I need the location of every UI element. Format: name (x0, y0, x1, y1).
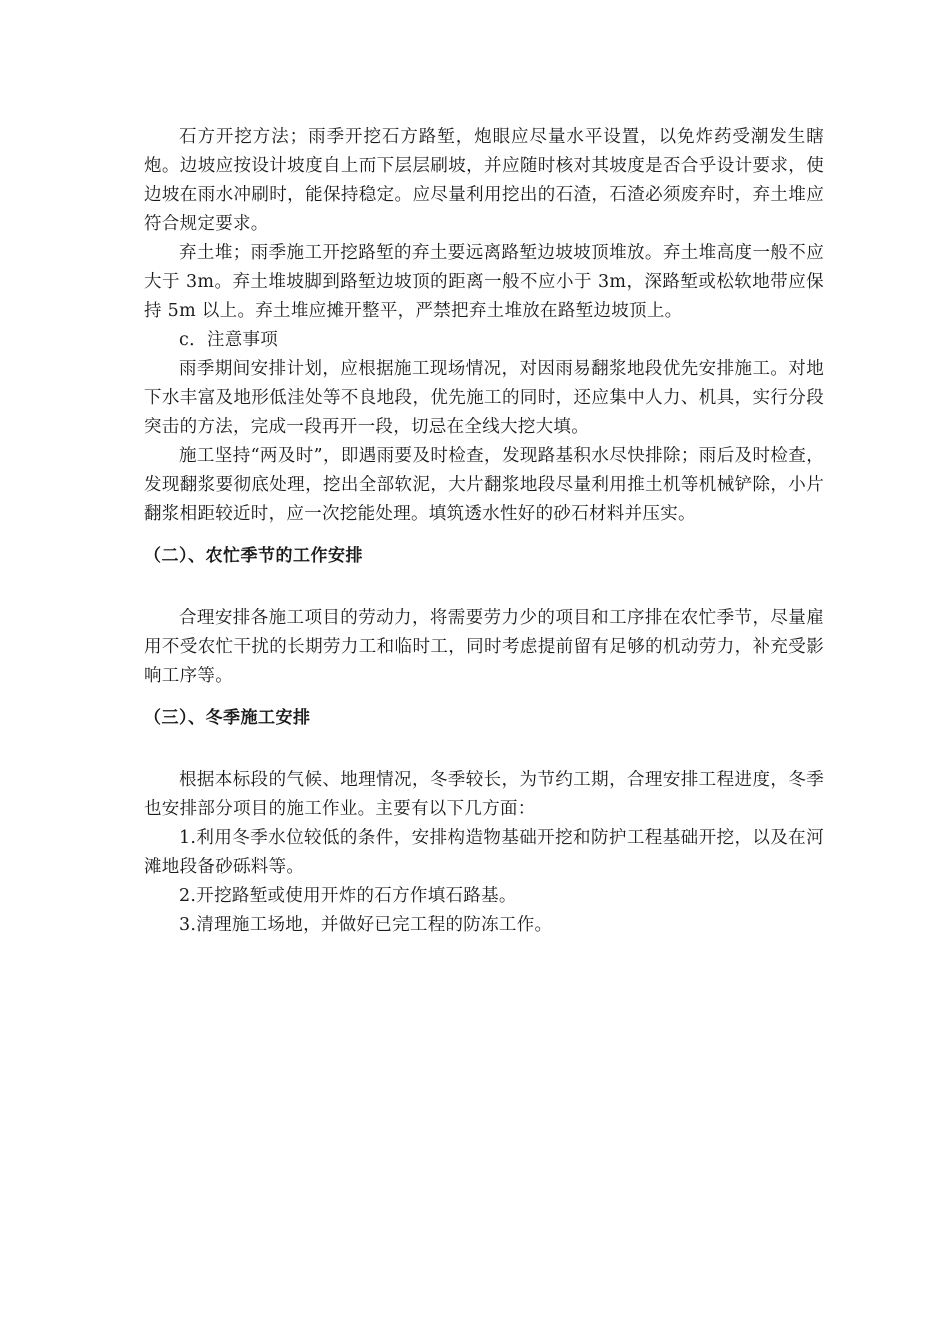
paragraph-two-timely: 施工坚持“两及时”，即遇雨要及时检查，发现路基积水尽快排除；雨后及时检查，发现翻浆要彻底处理，挖出全部软泥，大片翻浆地段尽量利用推土机等机械铲除，小片翻浆相距较近时，应一次挖能处理。填筑透水性好的砂石材料并压实。 (144, 446, 824, 524)
document-body (144, 123, 824, 940)
list-item-winter-1: 1.利用冬季水位较低的条件，安排构造物基础开挖和防护工程基础开挖，以及在河滩地段备砂砾料等。 (144, 828, 824, 877)
spacer (144, 571, 824, 604)
section-heading-winter: （三）、冬季施工安排 (144, 708, 311, 728)
spacer (144, 733, 824, 766)
list-item-winter-3: 3.清理施工场地，并做好已完工程的防冻工作。 (179, 915, 553, 935)
section-heading-farming-season: （二）、农忙季节的工作安排 (144, 546, 363, 566)
paragraph-notes-label: c．注意事项 (179, 330, 279, 350)
spacer (144, 529, 824, 542)
spacer (144, 691, 824, 704)
paragraph-stone-excavation: 石方开挖方法；雨季开挖石方路堑，炮眼应尽量水平设置，以免炸药受潮发生瞎炮。边坡应按设计坡度自上而下层层刷坡，并应随时核对其坡度是否合乎设计要求，使边坡在雨水冲刷时，能保持稳定。应尽量利用挖出的石渣，石渣必须废弃时，弃土堆应符合规定要求。 (144, 127, 824, 234)
paragraph-rainy-plan: 雨季期间安排计划，应根据施工现场情况，对因雨易翻浆地段优先安排施工。对地下水丰富及地形低洼处等不良地段，优先施工的同时，还应集中人力、机具，实行分段突击的方法，完成一段再开一段，切忌在全线大挖大填。 (144, 359, 824, 437)
list-item-winter-2: 2.开挖路堑或使用开炸的石方作填石路基。 (179, 886, 517, 906)
paragraph-spoil-heap: 弃土堆；雨季施工开挖路堑的弃土要远离路堑边坡坡顶堆放。弃土堆高度一般不应大于 3m。弃土堆坡脚到路堑边坡顶的距离一般不应小于 3m，深路堑或松软地带应保持 5m 以上。弃土堆应摊开整平，严禁把弃土堆放在路堑边坡顶上。 (144, 243, 824, 321)
paragraph-farming-season: 合理安排各施工项目的劳动力，将需要劳力少的项目和工序排在农忙季节，尽量雇用不受农忙干扰的长期劳力工和临时工，同时考虑提前留有足够的机动劳力，补充受影响工序等。 (144, 608, 824, 686)
paragraph-winter-intro: 根据本标段的气候、地理情况，冬季较长，为节约工期，合理安排工程进度，冬季也安排部分项目的施工作业。主要有以下几方面： (144, 770, 824, 819)
